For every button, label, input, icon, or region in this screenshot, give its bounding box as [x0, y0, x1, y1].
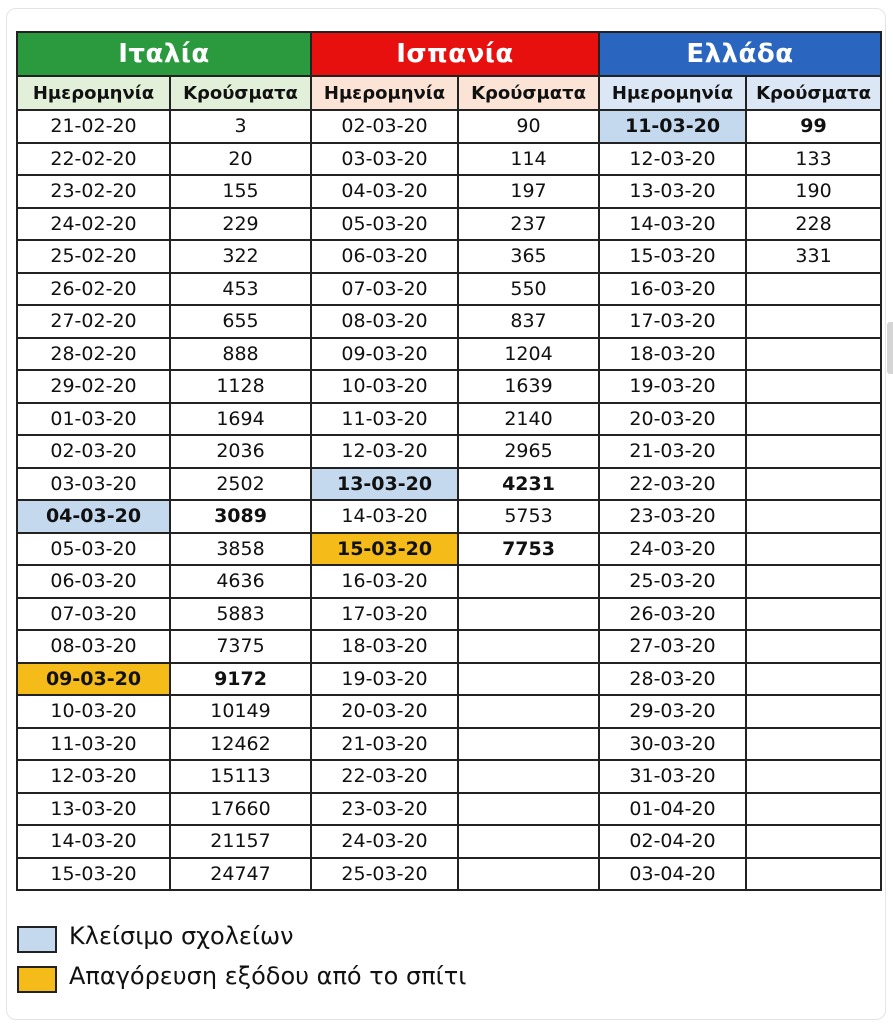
school-closure-swatch	[17, 926, 57, 953]
greece-cases-cell	[746, 695, 881, 728]
greece-cases-cell	[746, 565, 881, 598]
greece-cases-header: Κρούσματα	[746, 76, 881, 110]
greece-cases-cell	[746, 825, 881, 858]
greece-date-header: Ημερομηνία	[599, 76, 746, 110]
table-row	[17, 500, 881, 533]
italy-cases-cell: 3089	[170, 500, 311, 533]
table-body	[17, 110, 881, 890]
spain-date-cell: 25-03-20	[311, 858, 458, 891]
table-row	[17, 630, 881, 663]
greece-date-cell: 19-03-20	[599, 370, 746, 403]
spain-cases-cell: 4231	[458, 468, 599, 501]
table-row	[17, 240, 881, 273]
spain-date-cell: 10-03-20	[311, 370, 458, 403]
italy-date-cell: 04-03-20	[17, 500, 170, 533]
greece-cases-cell	[746, 370, 881, 403]
italy-cases-cell: 9172	[170, 663, 311, 696]
spain-date-cell: 02-03-20	[311, 110, 458, 143]
table-row	[17, 338, 881, 371]
greece-cases-cell	[746, 663, 881, 696]
spain-date-cell: 20-03-20	[311, 695, 458, 728]
spain-date-cell: 19-03-20	[311, 663, 458, 696]
italy-date-cell: 06-03-20	[17, 565, 170, 598]
spain-cases-cell: 1639	[458, 370, 599, 403]
greece-cases-cell	[746, 598, 881, 631]
italy-date-cell: 21-02-20	[17, 110, 170, 143]
spain-date-cell: 15-03-20	[311, 533, 458, 566]
greece-date-cell: 20-03-20	[599, 403, 746, 436]
spain-date-cell: 03-03-20	[311, 143, 458, 176]
table-row	[17, 663, 881, 696]
spain-cases-cell: 114	[458, 143, 599, 176]
stay-home-label: Απαγόρευση εξόδου από το σπίτι	[69, 962, 467, 990]
italy-date-cell: 09-03-20	[17, 663, 170, 696]
italy-date-cell: 27-02-20	[17, 305, 170, 338]
table-row	[17, 858, 881, 891]
italy-cases-cell: 17660	[170, 793, 311, 826]
spain-date-cell: 05-03-20	[311, 208, 458, 241]
spain-cases-cell: 837	[458, 305, 599, 338]
italy-cases-cell: 15113	[170, 760, 311, 793]
italy-cases-cell: 2036	[170, 435, 311, 468]
spain-date-cell: 13-03-20	[311, 468, 458, 501]
spain-cases-header: Κρούσματα	[458, 76, 599, 110]
italy-cases-cell: 2502	[170, 468, 311, 501]
table-row	[17, 208, 881, 241]
spain-date-cell: 16-03-20	[311, 565, 458, 598]
italy-cases-cell: 3	[170, 110, 311, 143]
spain-date-cell: 18-03-20	[311, 630, 458, 663]
greece-date-cell: 11-03-20	[599, 110, 746, 143]
spain-cases-cell	[458, 858, 599, 891]
spain-date-cell: 17-03-20	[311, 598, 458, 631]
italy-date-cell: 12-03-20	[17, 760, 170, 793]
italy-cases-cell: 21157	[170, 825, 311, 858]
greece-cases-cell: 190	[746, 175, 881, 208]
italy-cases-cell: 888	[170, 338, 311, 371]
italy-date-cell: 10-03-20	[17, 695, 170, 728]
cases-table	[16, 31, 882, 891]
greece-cases-cell	[746, 630, 881, 663]
spain-date-cell: 06-03-20	[311, 240, 458, 273]
spain-date-cell: 12-03-20	[311, 435, 458, 468]
country-header-greece: Ελλάδα	[599, 32, 881, 76]
spain-cases-cell: 237	[458, 208, 599, 241]
scrollbar-handle[interactable]	[887, 322, 893, 374]
greece-cases-cell	[746, 793, 881, 826]
table-row	[17, 793, 881, 826]
italy-date-cell: 23-02-20	[17, 175, 170, 208]
spain-cases-cell	[458, 598, 599, 631]
greece-cases-cell	[746, 403, 881, 436]
table-row	[17, 370, 881, 403]
spain-cases-cell: 365	[458, 240, 599, 273]
italy-date-header: Ημερομηνία	[17, 76, 170, 110]
italy-date-cell: 08-03-20	[17, 630, 170, 663]
italy-date-cell: 29-02-20	[17, 370, 170, 403]
greece-date-cell: 13-03-20	[599, 175, 746, 208]
spain-cases-cell	[458, 565, 599, 598]
spain-cases-cell	[458, 630, 599, 663]
school-closure-label: Κλείσιμο σχολείων	[69, 922, 294, 950]
italy-date-cell: 07-03-20	[17, 598, 170, 631]
greece-cases-cell	[746, 273, 881, 306]
italy-date-cell: 01-03-20	[17, 403, 170, 436]
italy-cases-cell: 5883	[170, 598, 311, 631]
italy-cases-cell: 322	[170, 240, 311, 273]
italy-cases-cell: 453	[170, 273, 311, 306]
spain-date-cell: 14-03-20	[311, 500, 458, 533]
greece-date-cell: 29-03-20	[599, 695, 746, 728]
italy-date-cell: 11-03-20	[17, 728, 170, 761]
greece-date-cell: 24-03-20	[599, 533, 746, 566]
table-row	[17, 533, 881, 566]
italy-cases-cell: 229	[170, 208, 311, 241]
column-header-row	[17, 76, 881, 110]
spain-date-cell: 08-03-20	[311, 305, 458, 338]
greece-cases-cell: 331	[746, 240, 881, 273]
spain-cases-cell	[458, 695, 599, 728]
spain-date-cell: 23-03-20	[311, 793, 458, 826]
spain-date-cell: 04-03-20	[311, 175, 458, 208]
spain-cases-cell: 2965	[458, 435, 599, 468]
greece-cases-cell	[746, 858, 881, 891]
greece-date-cell: 17-03-20	[599, 305, 746, 338]
greece-date-cell: 16-03-20	[599, 273, 746, 306]
greece-cases-cell	[746, 435, 881, 468]
greece-date-cell: 23-03-20	[599, 500, 746, 533]
greece-date-cell: 30-03-20	[599, 728, 746, 761]
spain-date-cell: 21-03-20	[311, 728, 458, 761]
italy-date-cell: 14-03-20	[17, 825, 170, 858]
table-row	[17, 728, 881, 761]
spain-cases-cell: 550	[458, 273, 599, 306]
stay-home-swatch	[17, 966, 57, 993]
table-row	[17, 175, 881, 208]
italy-cases-cell: 655	[170, 305, 311, 338]
italy-cases-cell: 155	[170, 175, 311, 208]
greece-date-cell: 18-03-20	[599, 338, 746, 371]
greece-date-cell: 01-04-20	[599, 793, 746, 826]
table-row	[17, 273, 881, 306]
table-row	[17, 565, 881, 598]
spain-cases-cell	[458, 825, 599, 858]
greece-date-cell: 15-03-20	[599, 240, 746, 273]
italy-date-cell: 15-03-20	[17, 858, 170, 891]
italy-date-cell: 13-03-20	[17, 793, 170, 826]
greece-cases-cell	[746, 468, 881, 501]
table-row	[17, 760, 881, 793]
table-row	[17, 403, 881, 436]
greece-date-cell: 21-03-20	[599, 435, 746, 468]
greece-cases-cell	[746, 760, 881, 793]
greece-date-cell: 22-03-20	[599, 468, 746, 501]
greece-date-cell: 03-04-20	[599, 858, 746, 891]
spain-date-cell: 24-03-20	[311, 825, 458, 858]
italy-cases-cell: 4636	[170, 565, 311, 598]
spain-cases-cell: 5753	[458, 500, 599, 533]
italy-cases-cell: 1128	[170, 370, 311, 403]
spain-cases-cell	[458, 728, 599, 761]
country-header-spain: Ισπανία	[311, 32, 599, 76]
country-header-italy: Ιταλία	[17, 32, 311, 76]
spain-date-cell: 07-03-20	[311, 273, 458, 306]
italy-date-cell: 24-02-20	[17, 208, 170, 241]
greece-date-cell: 25-03-20	[599, 565, 746, 598]
table-row	[17, 825, 881, 858]
spain-cases-cell: 90	[458, 110, 599, 143]
spain-date-cell: 11-03-20	[311, 403, 458, 436]
table-row	[17, 305, 881, 338]
italy-cases-cell: 3858	[170, 533, 311, 566]
greece-cases-cell	[746, 500, 881, 533]
spain-cases-cell: 2140	[458, 403, 599, 436]
table-row	[17, 143, 881, 176]
greece-cases-cell: 99	[746, 110, 881, 143]
italy-cases-cell: 24747	[170, 858, 311, 891]
greece-cases-cell: 228	[746, 208, 881, 241]
table-row	[17, 468, 881, 501]
italy-cases-cell: 7375	[170, 630, 311, 663]
spain-cases-cell	[458, 663, 599, 696]
greece-cases-cell	[746, 533, 881, 566]
greece-date-cell: 31-03-20	[599, 760, 746, 793]
greece-date-cell: 14-03-20	[599, 208, 746, 241]
greece-cases-cell	[746, 338, 881, 371]
spain-cases-cell: 197	[458, 175, 599, 208]
italy-date-cell: 28-02-20	[17, 338, 170, 371]
italy-date-cell: 25-02-20	[17, 240, 170, 273]
italy-cases-cell: 20	[170, 143, 311, 176]
italy-date-cell: 22-02-20	[17, 143, 170, 176]
spain-cases-cell: 7753	[458, 533, 599, 566]
table-row	[17, 435, 881, 468]
table-row	[17, 695, 881, 728]
italy-cases-cell: 12462	[170, 728, 311, 761]
greece-date-cell: 26-03-20	[599, 598, 746, 631]
greece-cases-cell	[746, 305, 881, 338]
italy-cases-cell: 1694	[170, 403, 311, 436]
table-row	[17, 110, 881, 143]
greece-date-cell: 28-03-20	[599, 663, 746, 696]
spain-cases-cell: 1204	[458, 338, 599, 371]
italy-cases-cell: 10149	[170, 695, 311, 728]
greece-date-cell: 27-03-20	[599, 630, 746, 663]
greece-cases-cell: 133	[746, 143, 881, 176]
spain-cases-cell	[458, 793, 599, 826]
greece-date-cell: 02-04-20	[599, 825, 746, 858]
italy-date-cell: 05-03-20	[17, 533, 170, 566]
spain-date-header: Ημερομηνία	[311, 76, 458, 110]
greece-date-cell: 12-03-20	[599, 143, 746, 176]
country-header-row	[17, 32, 881, 76]
italy-date-cell: 03-03-20	[17, 468, 170, 501]
italy-date-cell: 26-02-20	[17, 273, 170, 306]
spain-date-cell: 09-03-20	[311, 338, 458, 371]
table-row	[17, 598, 881, 631]
spain-cases-cell	[458, 760, 599, 793]
italy-date-cell: 02-03-20	[17, 435, 170, 468]
greece-cases-cell	[746, 728, 881, 761]
spain-date-cell: 22-03-20	[311, 760, 458, 793]
italy-cases-header: Κρούσματα	[170, 76, 311, 110]
